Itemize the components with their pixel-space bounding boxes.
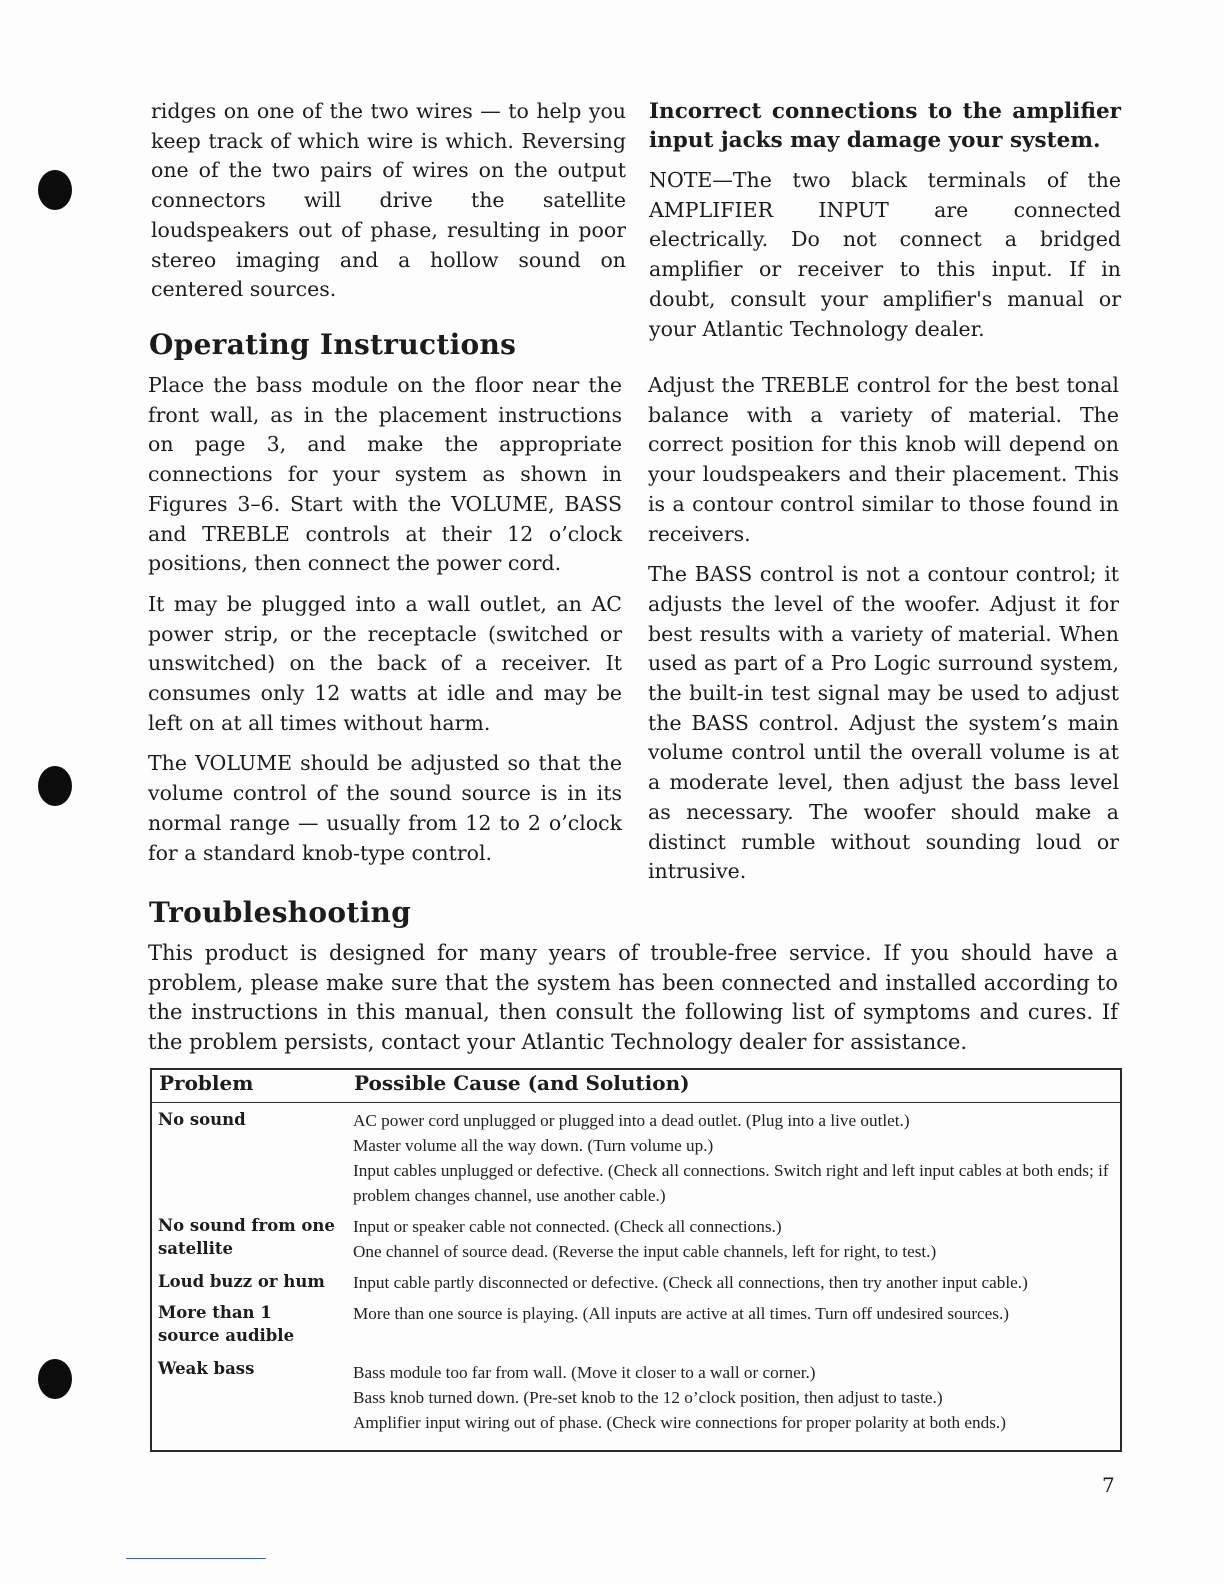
header-problem: Problem [159, 1071, 254, 1095]
cause-line: Input or speaker cable not connected. (Check all connections.) [353, 1217, 782, 1236]
operating-paragraph: Adjust the TREBLE control for the best tonal balance with a variety of material. The correct position for this knob will depend on your loudspeakers and their placement. This is a contour control similar to those found in receivers. [648, 373, 1119, 546]
binder-hole-bottom [38, 1359, 72, 1399]
operating-paragraph: It may be plugged into a wall outlet, an AC power strip, or the receptacle (switched or unswitched) on the back of a receiver. It consumes only 12 watts at idle and may be left on at all times without harm. [148, 591, 622, 735]
cause-cell [353, 1270, 1112, 1295]
operating-paragraph: The VOLUME should be adjusted so that the volume control of the sound source is in its normal range — usually from 12 to 2 o’clock for a standard knob-type control. [148, 751, 622, 865]
operating-right-column [648, 371, 1119, 887]
problem-cell: Weak bass [158, 1359, 255, 1378]
cause-line: Input cables unplugged or defective. (Check all connections. Switch right and left input cables at both ends; if problem changes channel, use another cable.) [353, 1161, 1109, 1205]
operating-heading: Operating Instructions [149, 328, 517, 361]
amplifier-note: NOTE—The two black terminals of the AMPLIFIER INPUT are connected electrically. Do not connect a bridged amplifier or receiver to this input. If in doubt, consult your amplifier's manual or your Atlantic Technology dealer. [649, 168, 1121, 341]
troubleshooting-intro: This product is designed for many years of trouble-free service. If you should have a problem, please make sure that the system has been connected and installed according to the instructions in this manual, then consult the following list of symptoms and cures. If the problem persists, contact your Atlantic Technology dealer for assistance. [148, 941, 1118, 1055]
page-number: 7 [1102, 1473, 1115, 1497]
problem-cell: No sound from one satellite [158, 1216, 335, 1258]
cause-line: AC power cord unplugged or plugged into a dead outlet. (Plug into a live outlet.) [353, 1111, 910, 1130]
cause-line: One channel of source dead. (Reverse the input cable channels, left for right, to test.) [353, 1242, 937, 1261]
operating-paragraph: Place the bass module on the floor near the front wall, as in the placement instructions on page 3, and make the appropriate connections for your system as shown in Figures 3–6. Start with the VOLUME, BASS and TREBLE controls at their 12 o’clock positions, then connect the power cord. [148, 373, 622, 576]
cause-line: Input cable partly disconnected or defective. (Check all connections, then try another input cable.) [353, 1273, 1028, 1292]
binder-hole-middle [38, 766, 72, 806]
operating-paragraph: The BASS control is not a contour control; it adjusts the level of the woofer. Adjust it for best results with a variety of material. When used as part of a Pro Logic surround system, the built-in test signal may be used to adjust the BASS control. Adjust the system’s main volume control until the overall volume is at a moderate level, then adjust the bass level as necessary. The woofer should make a distinct rumble without sounding loud or intrusive. [648, 562, 1119, 884]
problem-cell: No sound [158, 1110, 246, 1129]
cause-line: Amplifier input wiring out of phase. (Check wire connections for proper polarity at both ends.) [353, 1413, 1006, 1432]
cause-line: More than one source is playing. (All inputs are active at all times. Turn off undesired sources.) [353, 1304, 1010, 1323]
table-header [152, 1070, 1120, 1103]
cause-cell [353, 1108, 1112, 1208]
cause-line: Bass knob turned down. (Pre-set knob to the 12 o’clock position, then adjust to taste.) [353, 1388, 943, 1407]
cause-cell [353, 1301, 1112, 1326]
continued-paragraph: ridges on one of the two wires — to help you keep track of which wire is which. Reversing one of the two pairs of wires on the output connectors will drive the satellite loudspeakers out of phase, resulting in poor stereo imaging and a hollow sound on centered sources. [151, 99, 626, 302]
cause-line: Master volume all the way down. (Turn volume up.) [353, 1136, 714, 1155]
header-cause: Possible Cause (and Solution) [354, 1071, 690, 1095]
operating-left-column [148, 371, 622, 868]
footer-rule [126, 1558, 266, 1559]
left-top-column [151, 97, 626, 316]
connection-warning: Incorrect connections to the amplifier input jacks may damage your system. [649, 99, 1121, 153]
cause-cell [353, 1360, 1112, 1435]
binder-hole-top [38, 170, 72, 210]
troubleshooting-heading: Troubleshooting [149, 896, 412, 929]
cause-line: Bass module too far from wall. (Move it closer to a wall or corner.) [353, 1363, 816, 1382]
cause-cell [353, 1214, 1112, 1264]
right-top-column [649, 97, 1121, 355]
problem-cell: More than 1 source audible [158, 1303, 295, 1345]
problem-cell: Loud buzz or hum [158, 1272, 325, 1291]
troubleshooting-table [150, 1068, 1122, 1452]
